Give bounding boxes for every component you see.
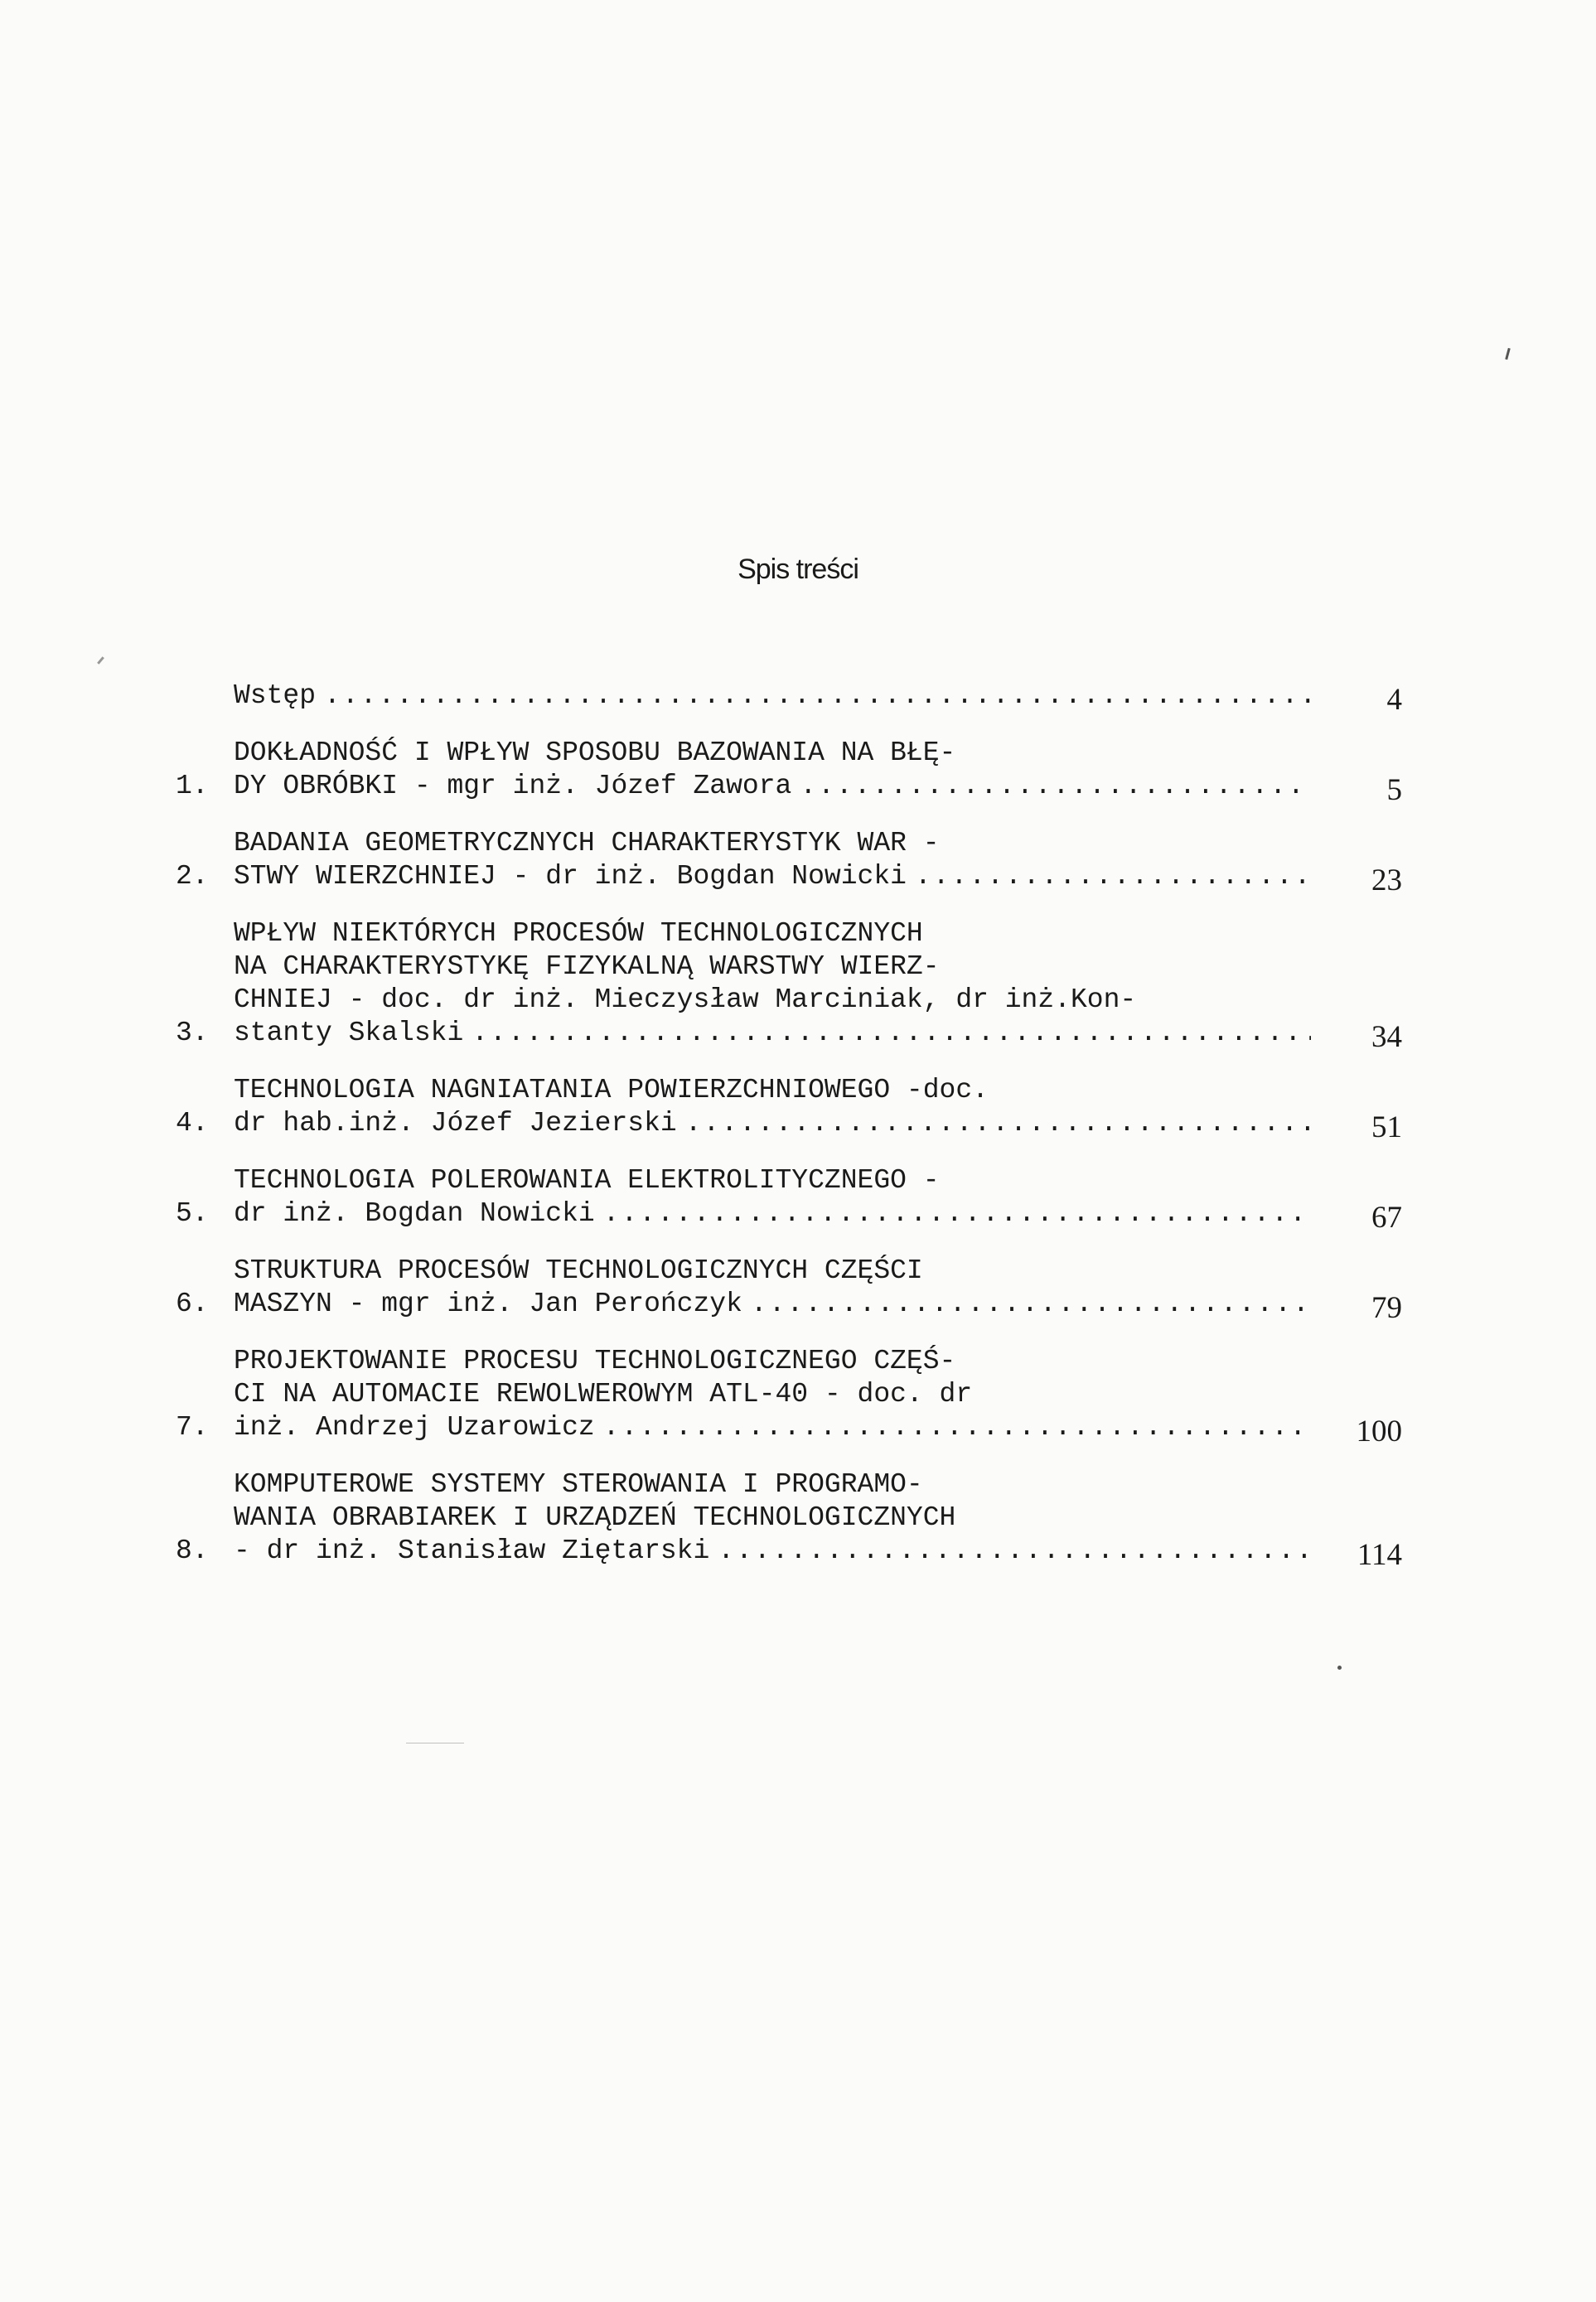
toc-entry-title	[234, 1345, 1311, 1444]
toc-entry-line: DY OBRÓBKI - mgr inż. Józef Zawora	[234, 771, 792, 801]
toc-entry-page: 114	[1357, 1538, 1402, 1572]
toc-entry-line: dr inż. Bogdan Nowicki	[234, 1198, 595, 1229]
dot-leader	[685, 1107, 1311, 1140]
toc-entry-title	[234, 1164, 1311, 1231]
toc-entry-title	[234, 827, 1311, 893]
toc-entry-line: PROJEKTOWANIE PROCESU TECHNOLOGICZNEGO CZĘŚ-	[234, 1346, 956, 1376]
toc-entry-number: 1.	[176, 771, 209, 801]
scan-speck	[1337, 1666, 1342, 1670]
toc-entry-line: KOMPUTEROWE SYSTEMY STEROWANIA I PROGRAMO-	[234, 1469, 923, 1500]
toc-entry-page: 79	[1371, 1291, 1402, 1325]
toc-entry-line: MASZYN - mgr inż. Jan Perończyk	[234, 1289, 742, 1319]
toc-entry-number: 7.	[176, 1412, 209, 1443]
toc-entry-5	[176, 1164, 1402, 1235]
toc-entry-line: WANIA OBRABIAREK I URZĄDZEŃ TECHNOLOGICZNYCH	[234, 1502, 956, 1533]
toc-entry-line: STRUKTURA PROCESÓW TECHNOLOGICZNYCH CZĘŚCI	[234, 1255, 923, 1286]
toc-entry-title	[234, 1255, 1311, 1321]
toc-entry-8	[176, 1468, 1402, 1572]
toc-entry-title	[234, 1074, 1311, 1140]
toc-entry-line: STWY WIERZCHNIEJ - dr inż. Bogdan Nowicki	[234, 861, 907, 892]
scan-speck	[97, 656, 104, 665]
toc-entry-page: 23	[1371, 863, 1402, 897]
dot-leader	[472, 1017, 1311, 1050]
toc-entry-line: CHNIEJ - doc. dr inż. Mieczysław Marciniak, dr inż.Kon-	[234, 984, 1137, 1015]
toc-entry-intro	[176, 679, 1402, 717]
toc-entry-line: NA CHARAKTERYSTYKĘ FIZYKALNĄ WARSTWY WIERZ-	[234, 951, 940, 982]
dot-leader	[915, 860, 1311, 893]
toc-entry-page: 34	[1371, 1020, 1402, 1054]
toc-entry-number: 3.	[176, 1018, 209, 1048]
dot-leader	[751, 1288, 1311, 1321]
toc-entry-line: stanty Skalski	[234, 1018, 464, 1048]
toc-entry-number: 2.	[176, 861, 209, 892]
dot-leader	[718, 1535, 1311, 1568]
toc-entry-title	[234, 737, 1311, 803]
toc-entry-2	[176, 827, 1402, 897]
toc-entry-line: DOKŁADNOŚĆ I WPŁYW SPOSOBU BAZOWANIA NA BŁĘ-	[234, 738, 956, 768]
toc-entry-4	[176, 1074, 1402, 1144]
toc-entry-1	[176, 737, 1402, 807]
scan-speck	[1505, 348, 1511, 360]
toc-entry-page: 5	[1386, 773, 1402, 807]
dot-leader	[324, 679, 1311, 713]
toc-entry-page: 67	[1371, 1201, 1402, 1235]
toc-entry-line: CI NA AUTOMACIE REWOLWEROWYM ATL-40 - doc. dr	[234, 1379, 973, 1410]
toc-entry-title	[234, 679, 1311, 713]
toc-entry-line: BADANIA GEOMETRYCZNYCH CHARAKTERYSTYK WAR -	[234, 828, 940, 858]
toc-entry-line: inż. Andrzej Uzarowicz	[234, 1412, 595, 1443]
toc-entry-line: WPŁYW NIEKTÓRYCH PROCESÓW TECHNOLOGICZNYCH	[234, 918, 923, 949]
toc-entry-6	[176, 1255, 1402, 1325]
dot-leader	[603, 1411, 1311, 1444]
toc-entry-number: 5.	[176, 1198, 209, 1229]
toc-entry-line: TECHNOLOGIA POLEROWANIA ELEKTROLITYCZNEGO -	[234, 1165, 940, 1196]
toc-entry-7	[176, 1345, 1402, 1448]
toc-entry-3	[176, 917, 1402, 1054]
toc-entry-number: 8.	[176, 1535, 209, 1566]
toc-entry-page: 51	[1371, 1110, 1402, 1144]
toc-entry-line: dr hab.inż. Józef Jezierski	[234, 1108, 677, 1139]
toc-entry-number: 6.	[176, 1289, 209, 1319]
toc-entry-page: 100	[1356, 1415, 1402, 1448]
toc-entry-title	[234, 1468, 1311, 1568]
table-of-contents	[176, 679, 1402, 1592]
dot-leader	[603, 1197, 1311, 1231]
toc-entry-line: TECHNOLOGIA NAGNIATANIA POWIERZCHNIOWEGO -doc.	[234, 1075, 989, 1105]
toc-entry-number: 4.	[176, 1108, 209, 1139]
toc-entry-title	[234, 917, 1311, 1050]
dot-leader	[800, 770, 1311, 803]
toc-entry-line: - dr inż. Stanisław Ziętarski	[234, 1535, 710, 1566]
toc-entry-line: Wstęp	[234, 680, 317, 711]
toc-entry-page: 4	[1386, 683, 1402, 717]
page-title: Spis treści	[738, 554, 858, 585]
